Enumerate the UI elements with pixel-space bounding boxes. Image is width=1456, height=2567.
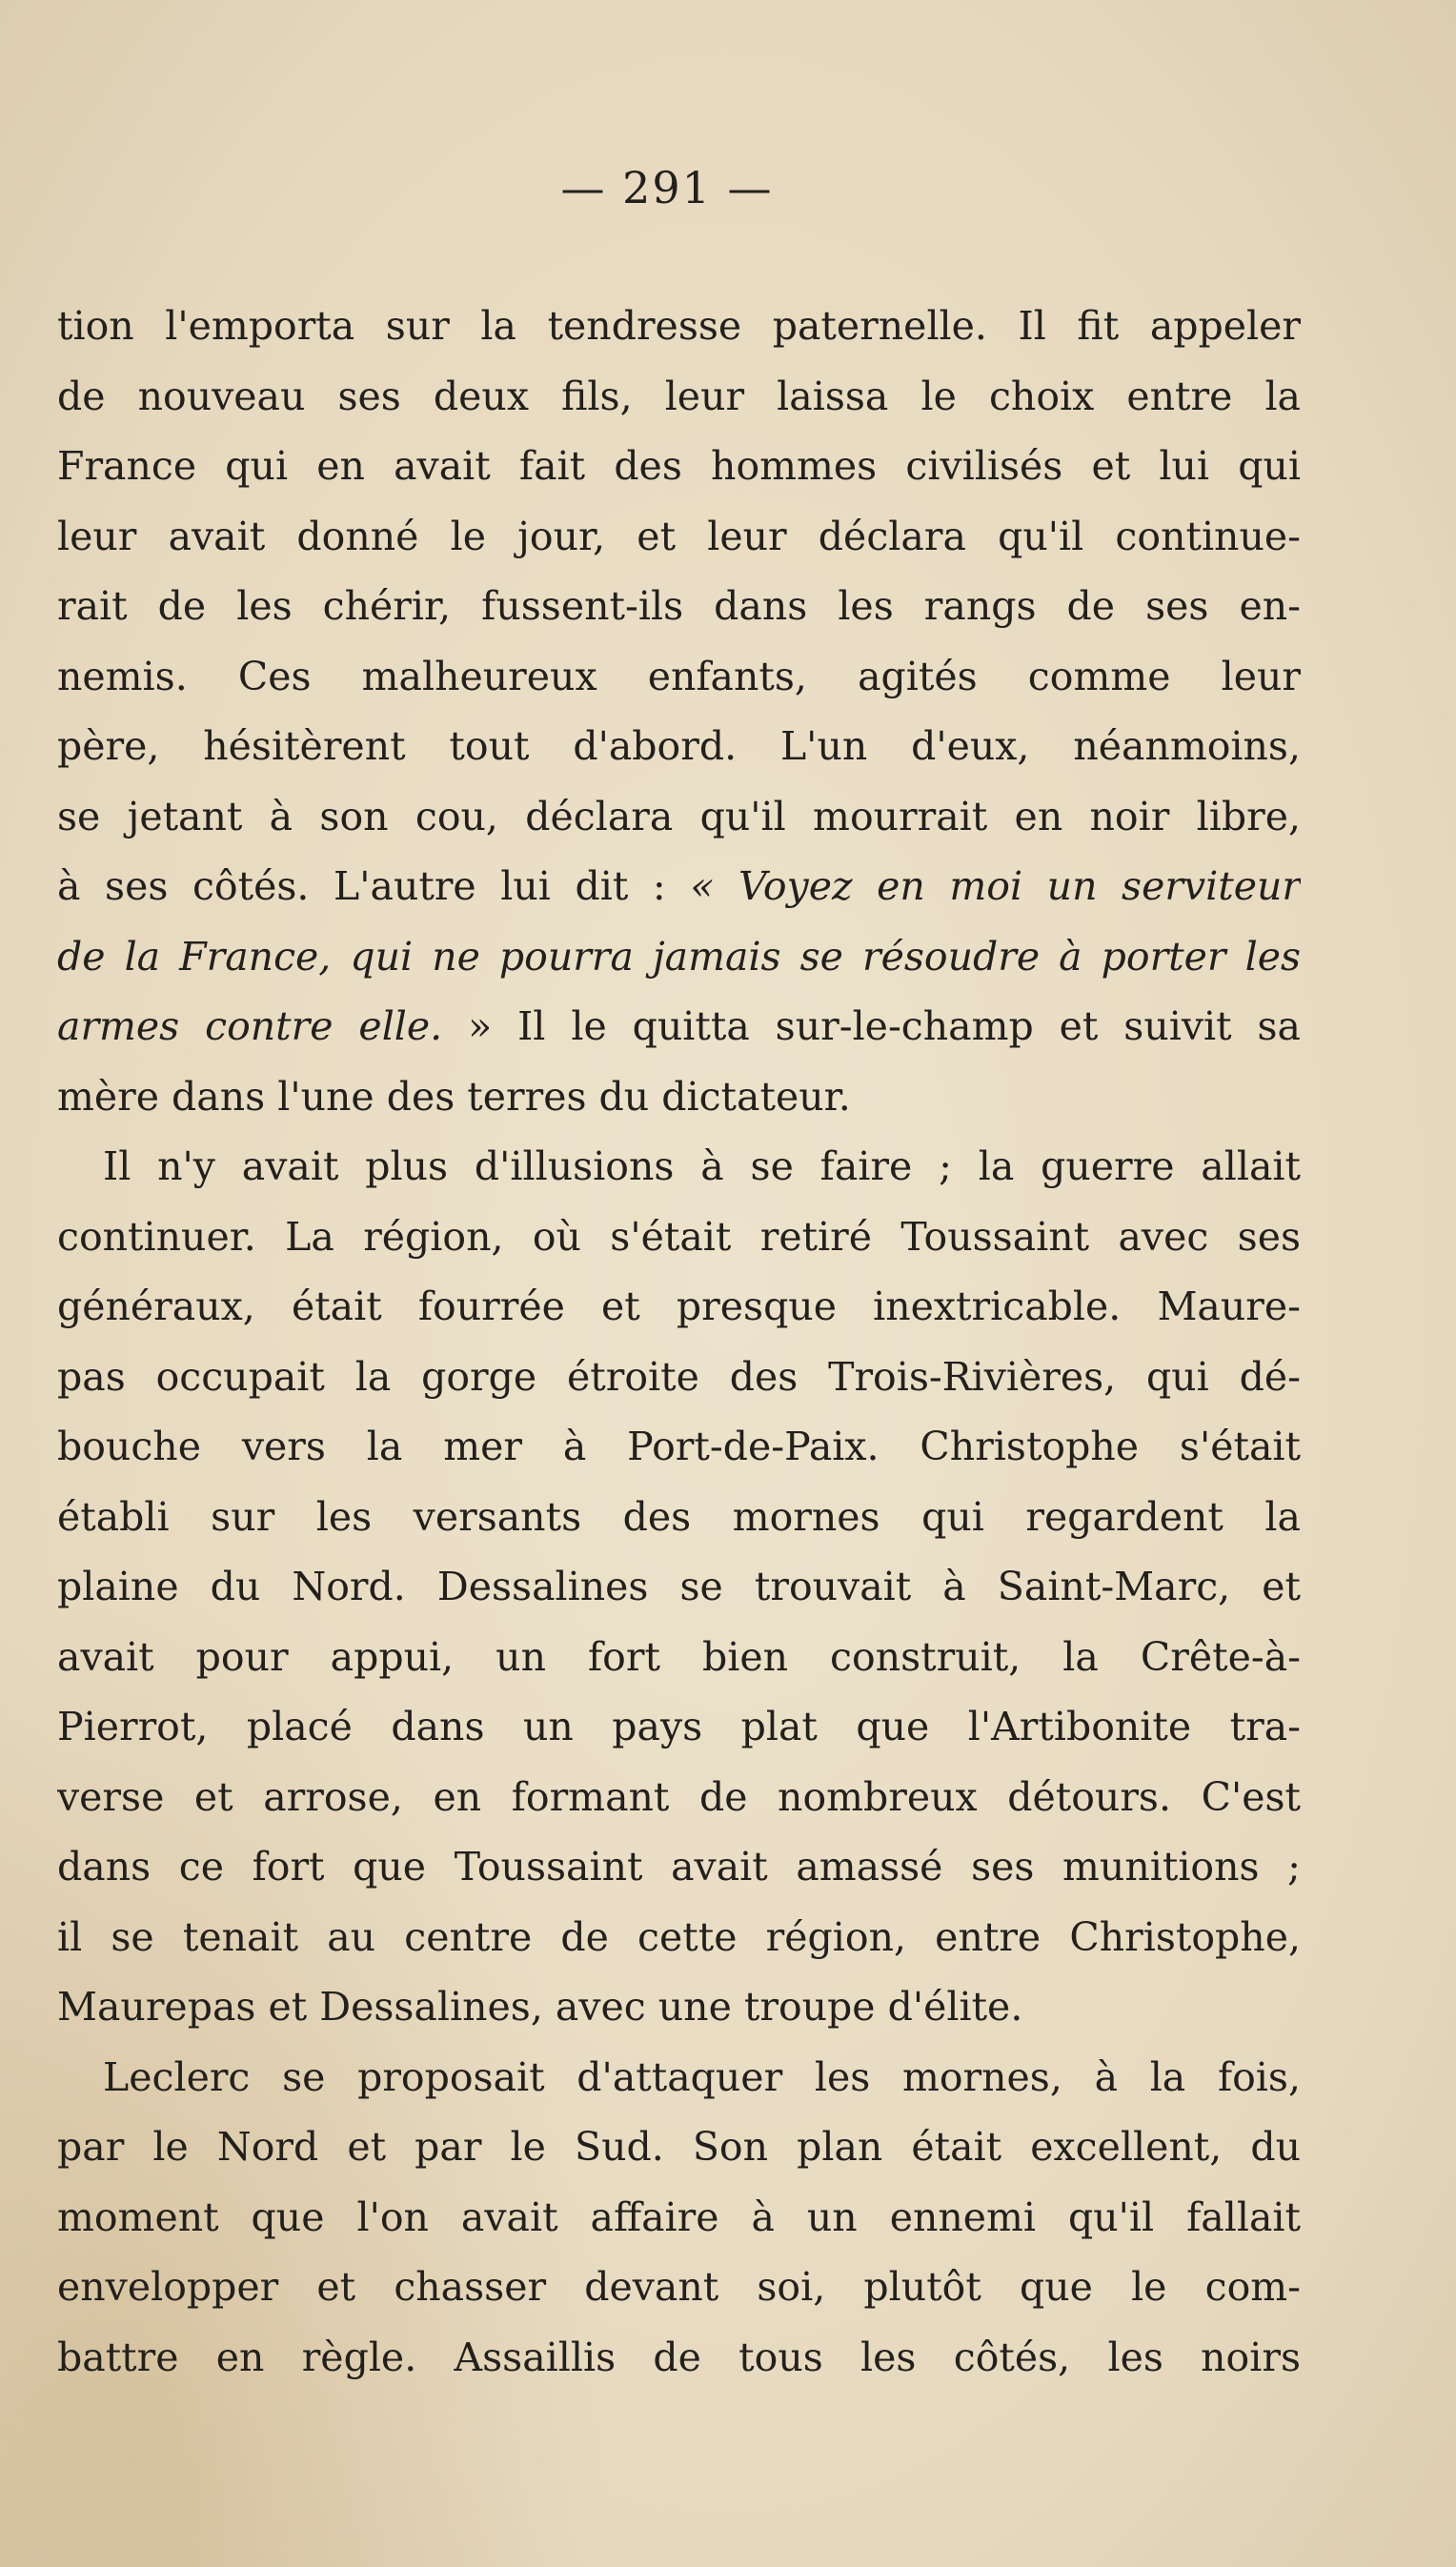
text-line: généraux, était fourrée et presque inextricable. Maure- [57,1284,1301,1329]
text-line: père, hésitèrent tout d'abord. L'un d'eux, néanmoins, [57,723,1301,769]
text-line: Leclerc se proposait d'attaquer les mornes, à la fois, [103,2053,1301,2100]
text-line: il se tenait au centre de cette région, entre Christophe, [57,1913,1301,1960]
text-line: pas occupait la gorge étroite des Trois-Rivières, qui dé- [57,1353,1301,1400]
text-line: Il n'y avait plus d'illusions à se faire ; la guerre allait [103,1143,1301,1189]
text-segment: » Il le quitta sur-le-champ et suivit sa [468,1003,1301,1049]
text-line: tion l'emporta sur la tendresse paternelle. Il fit appeler [57,303,1301,349]
text-line: nemis. Ces malheureux enfants, agités comme leur [57,653,1301,699]
text-line [57,852,1301,922]
text-line: battre en règle. Assaillis de tous les côtés, les noirs [57,2334,1301,2380]
text-line: mère dans l'une des terres du dictateur. [57,1073,851,1120]
page-number: — 291 — [560,162,774,213]
text-segment: à ses côtés. L'autre lui dit : [57,863,666,909]
text-line: dans ce fort que Toussaint avait amassé ses munitions ; [57,1844,1301,1890]
italic-quote: armes contre elle. [57,1003,443,1049]
text-line: de nouveau ses deux fils, leur laissa le choix entre la [57,373,1301,419]
text-line: envelopper et chasser devant soi, plutôt que le com- [57,2264,1301,2310]
italic-quote: « Voyez en moi un serviteur [690,863,1301,909]
body-text [57,292,1301,2393]
text-line: plaine du Nord. Dessalines se trouvait à Saint-Marc, et [57,1564,1301,1609]
text-line: se jetant à son cou, déclara qu'il mourrait en noir libre, [57,793,1301,839]
text-line: établi sur les versants des mornes qui regardent la [57,1493,1301,1540]
text-line: France qui en avait fait des hommes civilisés et lui qui [57,443,1301,489]
text-line: avait pour appui, un fort bien construit, la Crête-à- [57,1633,1301,1680]
text-line: moment que l'on avait affaire à un ennemi qu'il fallait [57,2193,1301,2240]
text-line [57,992,1301,1062]
text-line: Pierrot, placé dans un pays plat que l'Artibonite tra- [57,1704,1301,1749]
text-line: continuer. La région, où s'était retiré Toussaint avec ses [57,1213,1301,1260]
text-line: de la France, qui ne pourra jamais se résoudre à porter les [57,933,1301,980]
text-line: verse et arrose, en formant de nombreux détours. C'est [57,1773,1301,1820]
text-line: leur avait donné le jour, et leur déclara qu'il continue- [57,513,1301,559]
text-line: par le Nord et par le Sud. Son plan était excellent, du [57,2124,1301,2170]
text-line: Maurepas et Dessalines, avec une troupe d'élite. [57,1984,1023,2030]
text-line: bouche vers la mer à Port-de-Paix. Christophe s'était [57,1424,1301,1469]
text-line: rait de les chérir, fussent-ils dans les rangs de ses en- [57,583,1301,629]
